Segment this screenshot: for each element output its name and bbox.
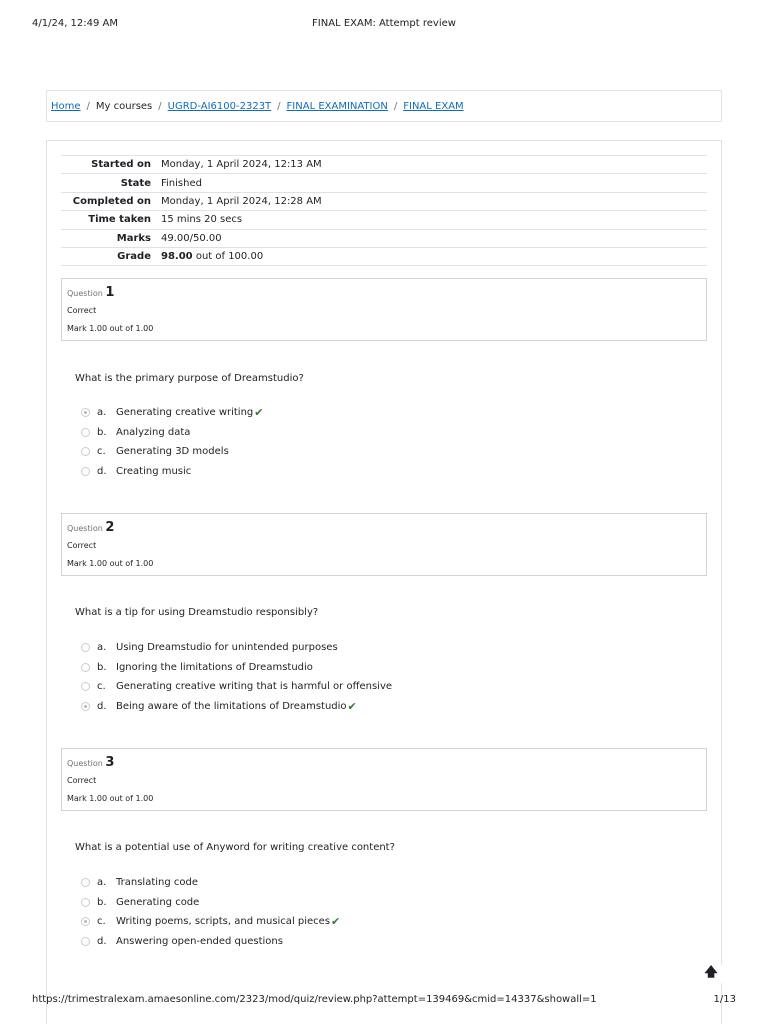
answer-letter: a. [97, 642, 107, 654]
print-title: FINAL EXAM: Attempt review [312, 18, 456, 29]
answer-letter: c. [97, 916, 106, 928]
answer-letter: b. [97, 661, 107, 673]
breadcrumb-my-courses: My courses [95, 100, 153, 112]
summary-label: Completed on [72, 195, 151, 207]
breadcrumb-separator: / [393, 100, 398, 112]
radio-button [81, 937, 90, 946]
question-state: Correct [67, 541, 97, 550]
question-state: Correct [67, 776, 97, 785]
summary-label: Started on [91, 159, 151, 171]
print-url: https://trimestralexam.amaesonline.com/2323/mod/quiz/review.php?attempt=139469&cmid=14337&showall=1 [32, 994, 597, 1005]
summary-label: Marks [116, 232, 151, 244]
question-label: Question [67, 759, 103, 768]
radio-button-selected [81, 408, 90, 417]
summary-row-completed [61, 192, 707, 210]
radio-button [81, 643, 90, 652]
answer-text: Being aware of the limitations of Dreamstudio [116, 700, 347, 712]
answer-list-2 [81, 638, 392, 716]
question-text-1: What is the primary purpose of Dreamstudio? [75, 373, 304, 384]
question-label: Question [67, 289, 103, 298]
answer-text: Analyzing data [116, 426, 191, 438]
question-mark: Mark 1.00 out of 1.00 [67, 559, 154, 568]
answer-letter: b. [97, 426, 107, 438]
print-header [0, 18, 768, 32]
answer-text: Answering open-ended questions [116, 935, 283, 947]
summary-value: 15 mins 20 secs [161, 214, 243, 226]
answer-option [81, 893, 340, 913]
check-icon: ✔ [331, 915, 341, 929]
answer-letter: c. [97, 681, 106, 693]
answer-option [81, 403, 263, 423]
attempt-review-region [46, 140, 722, 1024]
answer-option [81, 677, 392, 697]
grade-score: 98.00 [161, 251, 193, 263]
answer-option [81, 462, 263, 482]
answer-letter: a. [97, 407, 107, 419]
print-footer [0, 994, 768, 1008]
check-icon: ✔ [254, 406, 264, 420]
summary-value: Finished [161, 177, 202, 189]
summary-row-marks [61, 229, 707, 247]
answer-letter: d. [97, 700, 107, 712]
answer-text: Generating 3D models [116, 446, 229, 458]
question-number-value: 1 [105, 285, 115, 300]
print-date: 4/1/24, 12:49 AM [32, 18, 119, 29]
question-number [67, 755, 706, 770]
question-number [67, 285, 706, 300]
question-mark: Mark 1.00 out of 1.00 [67, 324, 154, 333]
radio-button [81, 663, 90, 672]
answer-text: Translating code [116, 877, 199, 889]
question-label: Question [67, 524, 103, 533]
breadcrumb-separator: / [277, 100, 281, 112]
print-page-number: 1/13 [713, 994, 736, 1005]
answer-list-3 [81, 873, 340, 951]
answer-letter: d. [97, 465, 107, 477]
answer-list-1 [81, 403, 263, 481]
question-number-value: 3 [105, 755, 115, 770]
question-number [67, 520, 706, 535]
answer-option [81, 638, 392, 658]
answer-option [81, 932, 340, 952]
answer-option [81, 442, 263, 462]
answer-text: Ignoring the limitations of Dreamstudio [116, 661, 313, 673]
summary-row-time-taken [61, 211, 707, 229]
radio-button [81, 467, 90, 476]
summary-value: Monday, 1 April 2024, 12:13 AM [161, 159, 322, 171]
answer-option [81, 873, 340, 893]
question-state: Correct [67, 306, 97, 315]
answer-letter: a. [97, 877, 107, 889]
answer-text: Generating code [116, 896, 200, 908]
answer-option [81, 697, 392, 717]
question-text-2: What is a tip for using Dreamstudio responsibly? [75, 607, 319, 618]
summary-value: Monday, 1 April 2024, 12:28 AM [161, 195, 322, 207]
summary-value: 49.00/50.00 [161, 232, 222, 244]
summary-label: Grade [117, 251, 151, 263]
answer-letter: d. [97, 935, 107, 947]
question-info-1 [61, 278, 707, 341]
answer-letter: b. [97, 896, 107, 908]
answer-option [81, 912, 340, 932]
summary-value [161, 247, 707, 265]
question-info-2 [61, 513, 707, 576]
breadcrumb-section-link[interactable]: FINAL EXAMINATION [286, 100, 388, 112]
radio-button [81, 428, 90, 437]
question-mark: Mark 1.00 out of 1.00 [67, 794, 154, 803]
radio-button [81, 878, 90, 887]
summary-row-state [61, 174, 707, 192]
radio-button [81, 447, 90, 456]
question-number-value: 2 [105, 520, 115, 535]
radio-button-selected [81, 917, 90, 926]
answer-text: Writing poems, scripts, and musical pieces [116, 916, 331, 928]
radio-button [81, 682, 90, 691]
summary-label: State [120, 177, 151, 189]
question-text-3: What is a potential use of Anyword for writing creative content? [75, 842, 395, 853]
summary-label: Time taken [88, 214, 151, 226]
check-icon: ✔ [347, 699, 357, 713]
answer-letter: c. [97, 446, 106, 458]
grade-out-of: out of 100.00 [192, 251, 264, 263]
breadcrumb [46, 90, 722, 122]
answer-option [81, 658, 392, 678]
breadcrumb-course-link[interactable]: UGRD-AI6100-2323T [167, 100, 272, 112]
attempt-summary-table [61, 155, 707, 266]
answer-option [81, 423, 263, 443]
summary-row-grade [61, 247, 707, 265]
question-info-3 [61, 748, 707, 811]
breadcrumb-quiz-link[interactable]: FINAL EXAM [403, 100, 464, 112]
breadcrumb-separator: / [158, 100, 162, 112]
answer-text: Using Dreamstudio for unintended purposes [116, 642, 338, 654]
breadcrumb-home-link[interactable]: Home [51, 100, 81, 112]
arrow-up-icon[interactable]: 🡅 [697, 960, 725, 988]
breadcrumb-separator: / [86, 100, 90, 112]
summary-row-started [61, 156, 707, 174]
radio-button-selected [81, 702, 90, 711]
answer-text: Creating music [116, 465, 192, 477]
answer-text: Generating creative writing that is harmful or offensive [116, 681, 393, 693]
radio-button [81, 898, 90, 907]
answer-text: Generating creative writing [116, 407, 254, 419]
